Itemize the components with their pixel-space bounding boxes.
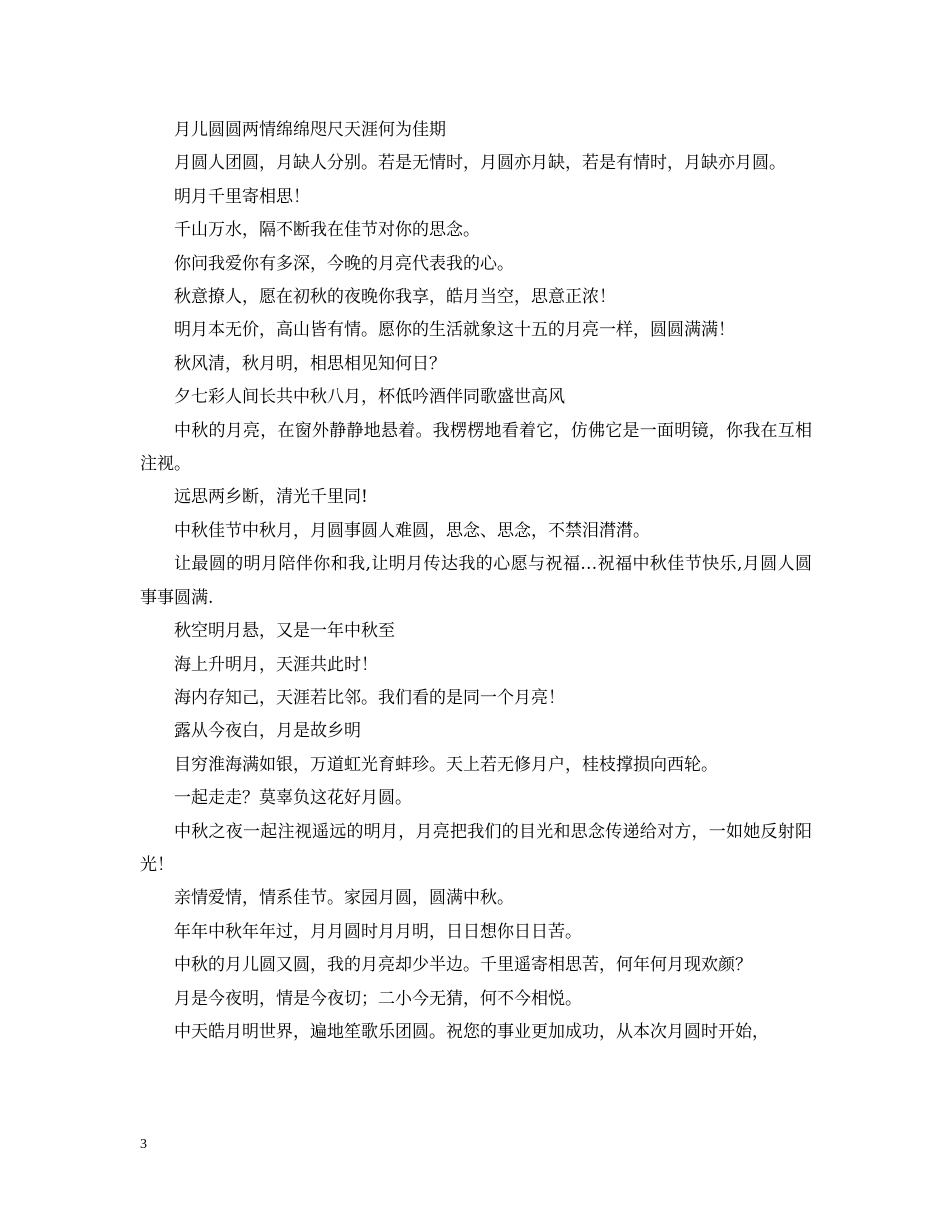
paragraph: 秋风清，秋月明，相思相见知何日？ [174,353,446,374]
paragraph: 夕七彩人间长共中秋八月，杯低吟酒伴同歌盛世高风 [174,387,565,408]
paragraph: 中秋佳节中秋月，月圆事圆人难圆，思念、思念，不禁泪潸潸。 [174,520,650,541]
paragraph: 让最圆的明月陪伴你和我,让明月传达我的心愿与祝福…祝福中秋佳节快乐,月圆人圆事事圆满. [140,554,812,608]
paragraph: 海内存知己，天涯若比邻。我们看的是同一个月亮！ [174,687,565,708]
paragraph: 中天皓月明世界，遍地笙歌乐团圆。祝您的事业更加成功，从本次月圆时开始， [174,1021,769,1042]
body-text [140,114,812,1049]
paragraph: 亲情爱情，情系佳节。家园月圆，圆满中秋。 [174,888,514,909]
paragraph: 目穷淮海满如银，万道虹光育蚌珍。天上若无修月户，桂枝撑损向西轮。 [174,754,718,775]
paragraph: 明月千里寄相思！ [174,186,310,207]
paragraph: 秋空明月悬，又是一年中秋至 [174,621,395,642]
paragraph: 千山万水，隔不断我在佳节对你的思念。 [174,220,480,241]
paragraph: 年年中秋年年过，月月圆时月月明，日日想你日日苦。 [174,921,582,942]
paragraph: 月圆人团圆，月缺人分别。若是无情时，月圆亦月缺，若是有情时，月缺亦月圆。 [174,153,786,174]
paragraph: 远思两乡断，清光千里同! [174,487,368,508]
paragraph: 秋意撩人，愿在初秋的夜晚你我享，皓月当空，思意正浓！ [174,287,616,308]
paragraph: 中秋的月亮，在窗外静静地悬着。我楞楞地看着它，仿佛它是一面明镜，你我在互相注视。 [140,420,812,475]
paragraph: 中秋的月儿圆又圆，我的月亮却少半边。千里遥寄相思苦，何年何月现欢颜？ [174,955,752,976]
paragraph: 月是今夜明，情是今夜切；二小今无猜，何不今相悦。 [174,988,582,1009]
paragraph: 中秋之夜一起注视遥远的明月，月亮把我们的目光和思念传递给对方，一如她反射阳光！ [140,821,812,875]
paragraph: 海上升明月，天涯共此时！ [174,654,378,675]
paragraph: 月儿圆圆两情绵绵咫尺天涯何为佳期 [174,120,446,140]
paragraph: 露从今夜白，月是故乡明 [174,721,361,742]
page-number: 3 [140,1137,147,1152]
paragraph: 你问我爱你有多深，今晚的月亮代表我的心。 [174,253,514,274]
paragraph: 一起走走？莫辜负这花好月圆。 [174,788,412,809]
paragraph: 明月本无价，高山皆有情。愿你的生活就象这十五的月亮一样，圆圆满满！ [174,320,735,341]
